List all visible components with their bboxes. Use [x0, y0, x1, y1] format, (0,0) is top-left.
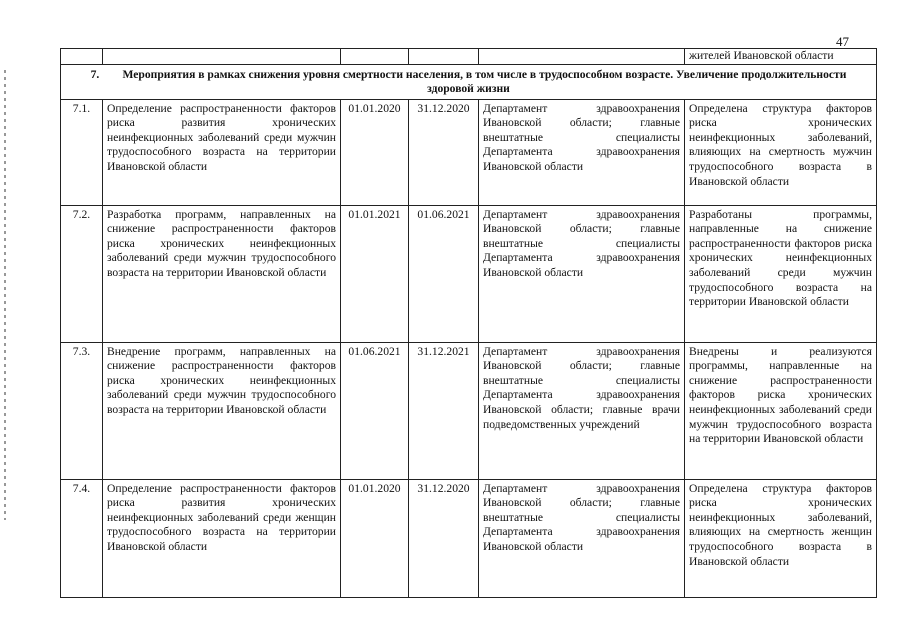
end-date-cell: 01.06.2021 — [409, 205, 479, 342]
row-number: 7.2. — [61, 205, 103, 342]
responsible-cell: Департамент здравоохранения Ивановской области; главные внештатные специалисты Департамента здравоохранения Ивановской области — [479, 205, 685, 342]
row-number: 7.4. — [61, 479, 103, 597]
start-date-cell: 01.01.2020 — [341, 99, 409, 205]
row-number: 7.1. — [61, 99, 103, 205]
measure-cell: Внедрение программ, направленных на снижение распространенности факторов риска хронических неинфекционных заболеваний среди мужчин трудоспособного возраста на территории Ивановской области — [103, 342, 341, 479]
table-row — [61, 99, 877, 205]
end-date-cell: 31.12.2021 — [409, 342, 479, 479]
responsible-cell: Департамент здравоохранения Ивановской области; главные внештатные специалисты Департамента здравоохранения Ивановской области; главные врачи подведомственных учреждений — [479, 342, 685, 479]
section-number: 7. — [90, 67, 100, 81]
result-cell: Внедрены и реализуются программы, направленные на снижение распространенности факторов риска хронических неинфекционных заболеваний среди мужчин трудоспособного возраста на территории Ивановской области — [685, 342, 877, 479]
row-number: 7.3. — [61, 342, 103, 479]
scan-margin-mark — [4, 70, 6, 520]
measure-cell: Разработка программ, направленных на снижение распространенности факторов риска хронических неинфекционных заболеваний среди мужчин трудоспособного возраста на территории Ивановской области — [103, 205, 341, 342]
continued-result-cell: жителей Ивановской области — [685, 49, 877, 65]
table-row — [61, 479, 877, 597]
start-date-cell: 01.01.2021 — [341, 205, 409, 342]
start-date-cell: 01.01.2020 — [341, 479, 409, 597]
result-cell: Определена структура факторов риска хронических неинфекционных заболеваний, влияющих на смертность женщин трудоспособного возраста в Ивановской области — [685, 479, 877, 597]
responsible-cell: Департамент здравоохранения Ивановской области; главные внештатные специалисты Департамента здравоохранения Ивановской области — [479, 99, 685, 205]
measure-cell: Определение распространенности факторов риска развития хронических неинфекционных заболеваний среди женщин трудоспособного возраста на территории Ивановской области — [103, 479, 341, 597]
responsible-cell: Департамент здравоохранения Ивановской области; главные внештатные специалисты Департамента здравоохранения Ивановской области — [479, 479, 685, 597]
end-date-cell: 31.12.2020 — [409, 99, 479, 205]
result-cell: Разработаны программы, направленные на снижение распространенности факторов риска хронических неинфекционных заболеваний среди мужчин трудоспособного возраста на территории Ивановской области — [685, 205, 877, 342]
section-title-text: Мероприятия в рамках снижения уровня смертности населения, в том числе в трудоспособном возрасте. Увеличение продолжительности здоровой жизни — [122, 67, 847, 95]
start-date-cell: 01.06.2021 — [341, 342, 409, 479]
table-row — [61, 205, 877, 342]
measures-table — [60, 48, 877, 598]
section-header-row — [61, 64, 877, 99]
page-number: 47 — [836, 34, 849, 49]
result-cell: Определена структура факторов риска хронических неинфекционных заболеваний, влияющих на смертность мужчин трудоспособного возраста в Ивановской области — [685, 99, 877, 205]
end-date-cell: 31.12.2020 — [409, 479, 479, 597]
table-row — [61, 342, 877, 479]
section-title — [61, 64, 877, 99]
measure-cell: Определение распространенности факторов риска развития хронических неинфекционных заболеваний среди мужчин трудоспособного возраста на территории Ивановской области — [103, 99, 341, 205]
continued-row — [61, 49, 877, 65]
